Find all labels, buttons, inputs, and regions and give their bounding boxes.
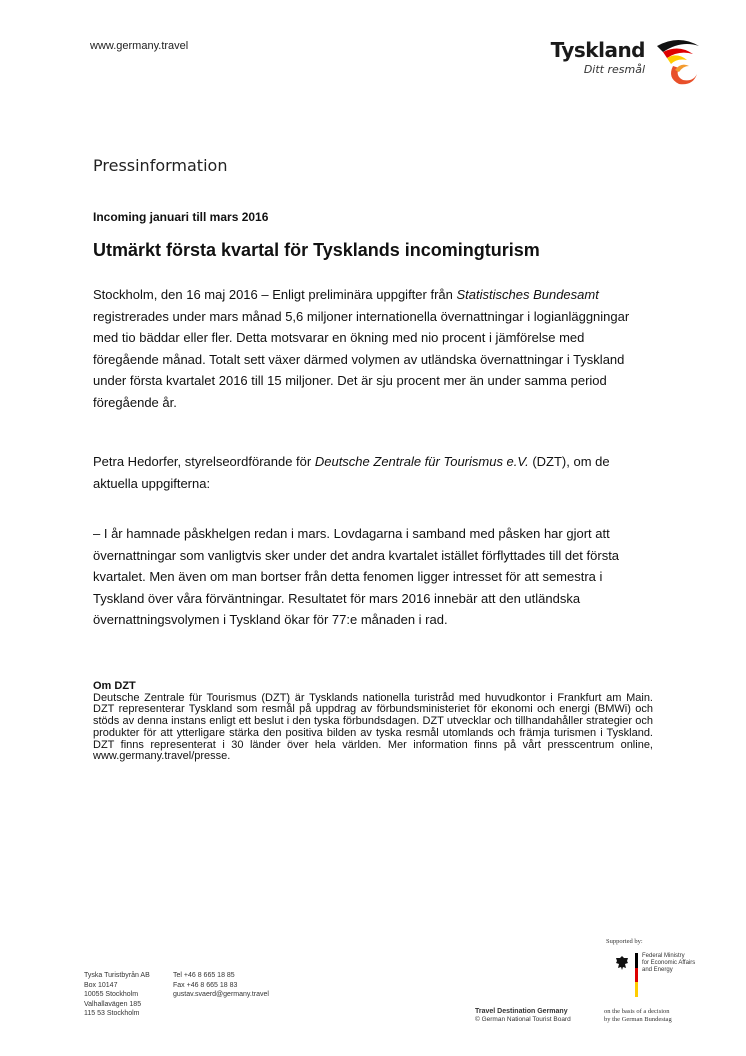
contact-phone: Tel +46 8 665 18 85 <box>173 972 235 979</box>
contact-email[interactable]: gustav.svaerd@germany.travel <box>173 991 269 998</box>
address-line: Box 10147 <box>84 981 118 989</box>
contact-fax: Fax +46 8 665 18 83 <box>173 981 238 989</box>
p1-text-end: registrerades under mars månad 5,6 miljoner internationella övernattningar i logianläggningar med tio bäddar eller fler. Detta motsvarar en ökning med nio procent i jämförelse med föregående månad. Totalt sett växer därmed volymen av utländska övernattningar i Tyskland under första kvartalet 2016 till 15 miljoner. Det är sju procent mer än under samma period föregående år. <box>93 308 630 410</box>
ministry-logo <box>615 953 725 997</box>
headline: Utmärkt första kvartal för Tysklands incomingturism <box>93 240 540 260</box>
p2-text-start: Petra Hedorfer, styrelseordförande för <box>93 454 315 469</box>
kicker: Incoming januari till mars 2016 <box>93 210 269 224</box>
ministry-line: Federal Ministry <box>642 953 685 959</box>
bundestag-line: by the German Bundestag <box>604 1016 672 1023</box>
travel-destination-title: Travel Destination Germany <box>475 1008 568 1015</box>
p2-text-end: (DZT), om de aktuella uppgifterna: <box>93 454 610 491</box>
supported-by-label: Supported by: <box>606 938 643 945</box>
site-url[interactable]: www.germany.travel <box>90 40 189 52</box>
logo-swoosh-icon <box>649 36 705 88</box>
bundestag-note <box>604 1008 672 1024</box>
about-section <box>93 681 653 763</box>
footer-address <box>84 971 150 1019</box>
address-line: 115 53 Stockholm <box>84 1010 140 1017</box>
ministry-line: for Economic Affairs <box>642 960 696 966</box>
travel-destination-copyright: © German National Tourist Board <box>475 1016 571 1023</box>
about-title: Om DZT <box>93 680 136 692</box>
federal-eagle-icon <box>615 955 629 971</box>
document-type: Pressinformation <box>93 156 228 175</box>
ministry-line: and Energy <box>642 967 673 973</box>
logo-title: Tyskland <box>550 38 645 62</box>
address-line: Tyska Turistbyrån AB <box>84 972 150 979</box>
p2-org-name: Deutsche Zentrale für Tourismus e.V. <box>314 454 529 469</box>
about-text: Deutsche Zentrale für Tourismus (DZT) är Tysklands nationella turistråd med huvudkontor i Frankfurt am Main. DZT representerar Tyskland som resmål på uppdrag av förbundsministeriet för ekonomi och energi (BMWi) och stöds av denna instans enligt ett beslut i den tyska förbundsdagen. DZT utvecklar och tillhandahåller strategier och produkter för att ytterligare stärka den positiva bilden av tyska resmål utomlands och främja turismen i Tyskland. DZT finns representerat i 30 länder över hela världen. Mer information finns på vårt presscentrum online, www.germany.travel/presse. <box>93 691 653 763</box>
ministry-name <box>642 953 695 974</box>
german-flag-bar <box>635 953 638 997</box>
bundestag-line: on the basis of a decision <box>604 1008 670 1015</box>
logo-subtitle: Ditt resmål <box>583 63 645 76</box>
footer-contact <box>173 971 269 1000</box>
p1-text-start: Stockholm, den 16 maj 2016 – Enligt preliminära uppgifter från <box>93 287 457 302</box>
tyskland-logo <box>550 36 705 88</box>
address-line: Valhallavägen 185 <box>84 1000 142 1008</box>
paragraph-1 <box>93 284 653 413</box>
p1-source-name: Statistisches Bundesamt <box>456 287 599 302</box>
address-line: 10055 Stockholm <box>84 991 139 998</box>
travel-destination-germany <box>475 1008 571 1024</box>
paragraph-3-quote: – I år hamnade påskhelgen redan i mars. Lovdagarna i samband med påsken har gjort att övernattningar som vanligtvis sker under det andra kvartalet istället förflyttades till det första kvartalet. Men även om man bortser från detta fenomen ligger intresset för att semestra i Tyskland över våra förväntningar. Resultatet för mars 2016 innebär att den utländska övernattningsvolymen i Tyskland ökar för 77:e månaden i rad. <box>93 526 620 627</box>
paragraph-2 <box>93 451 653 494</box>
